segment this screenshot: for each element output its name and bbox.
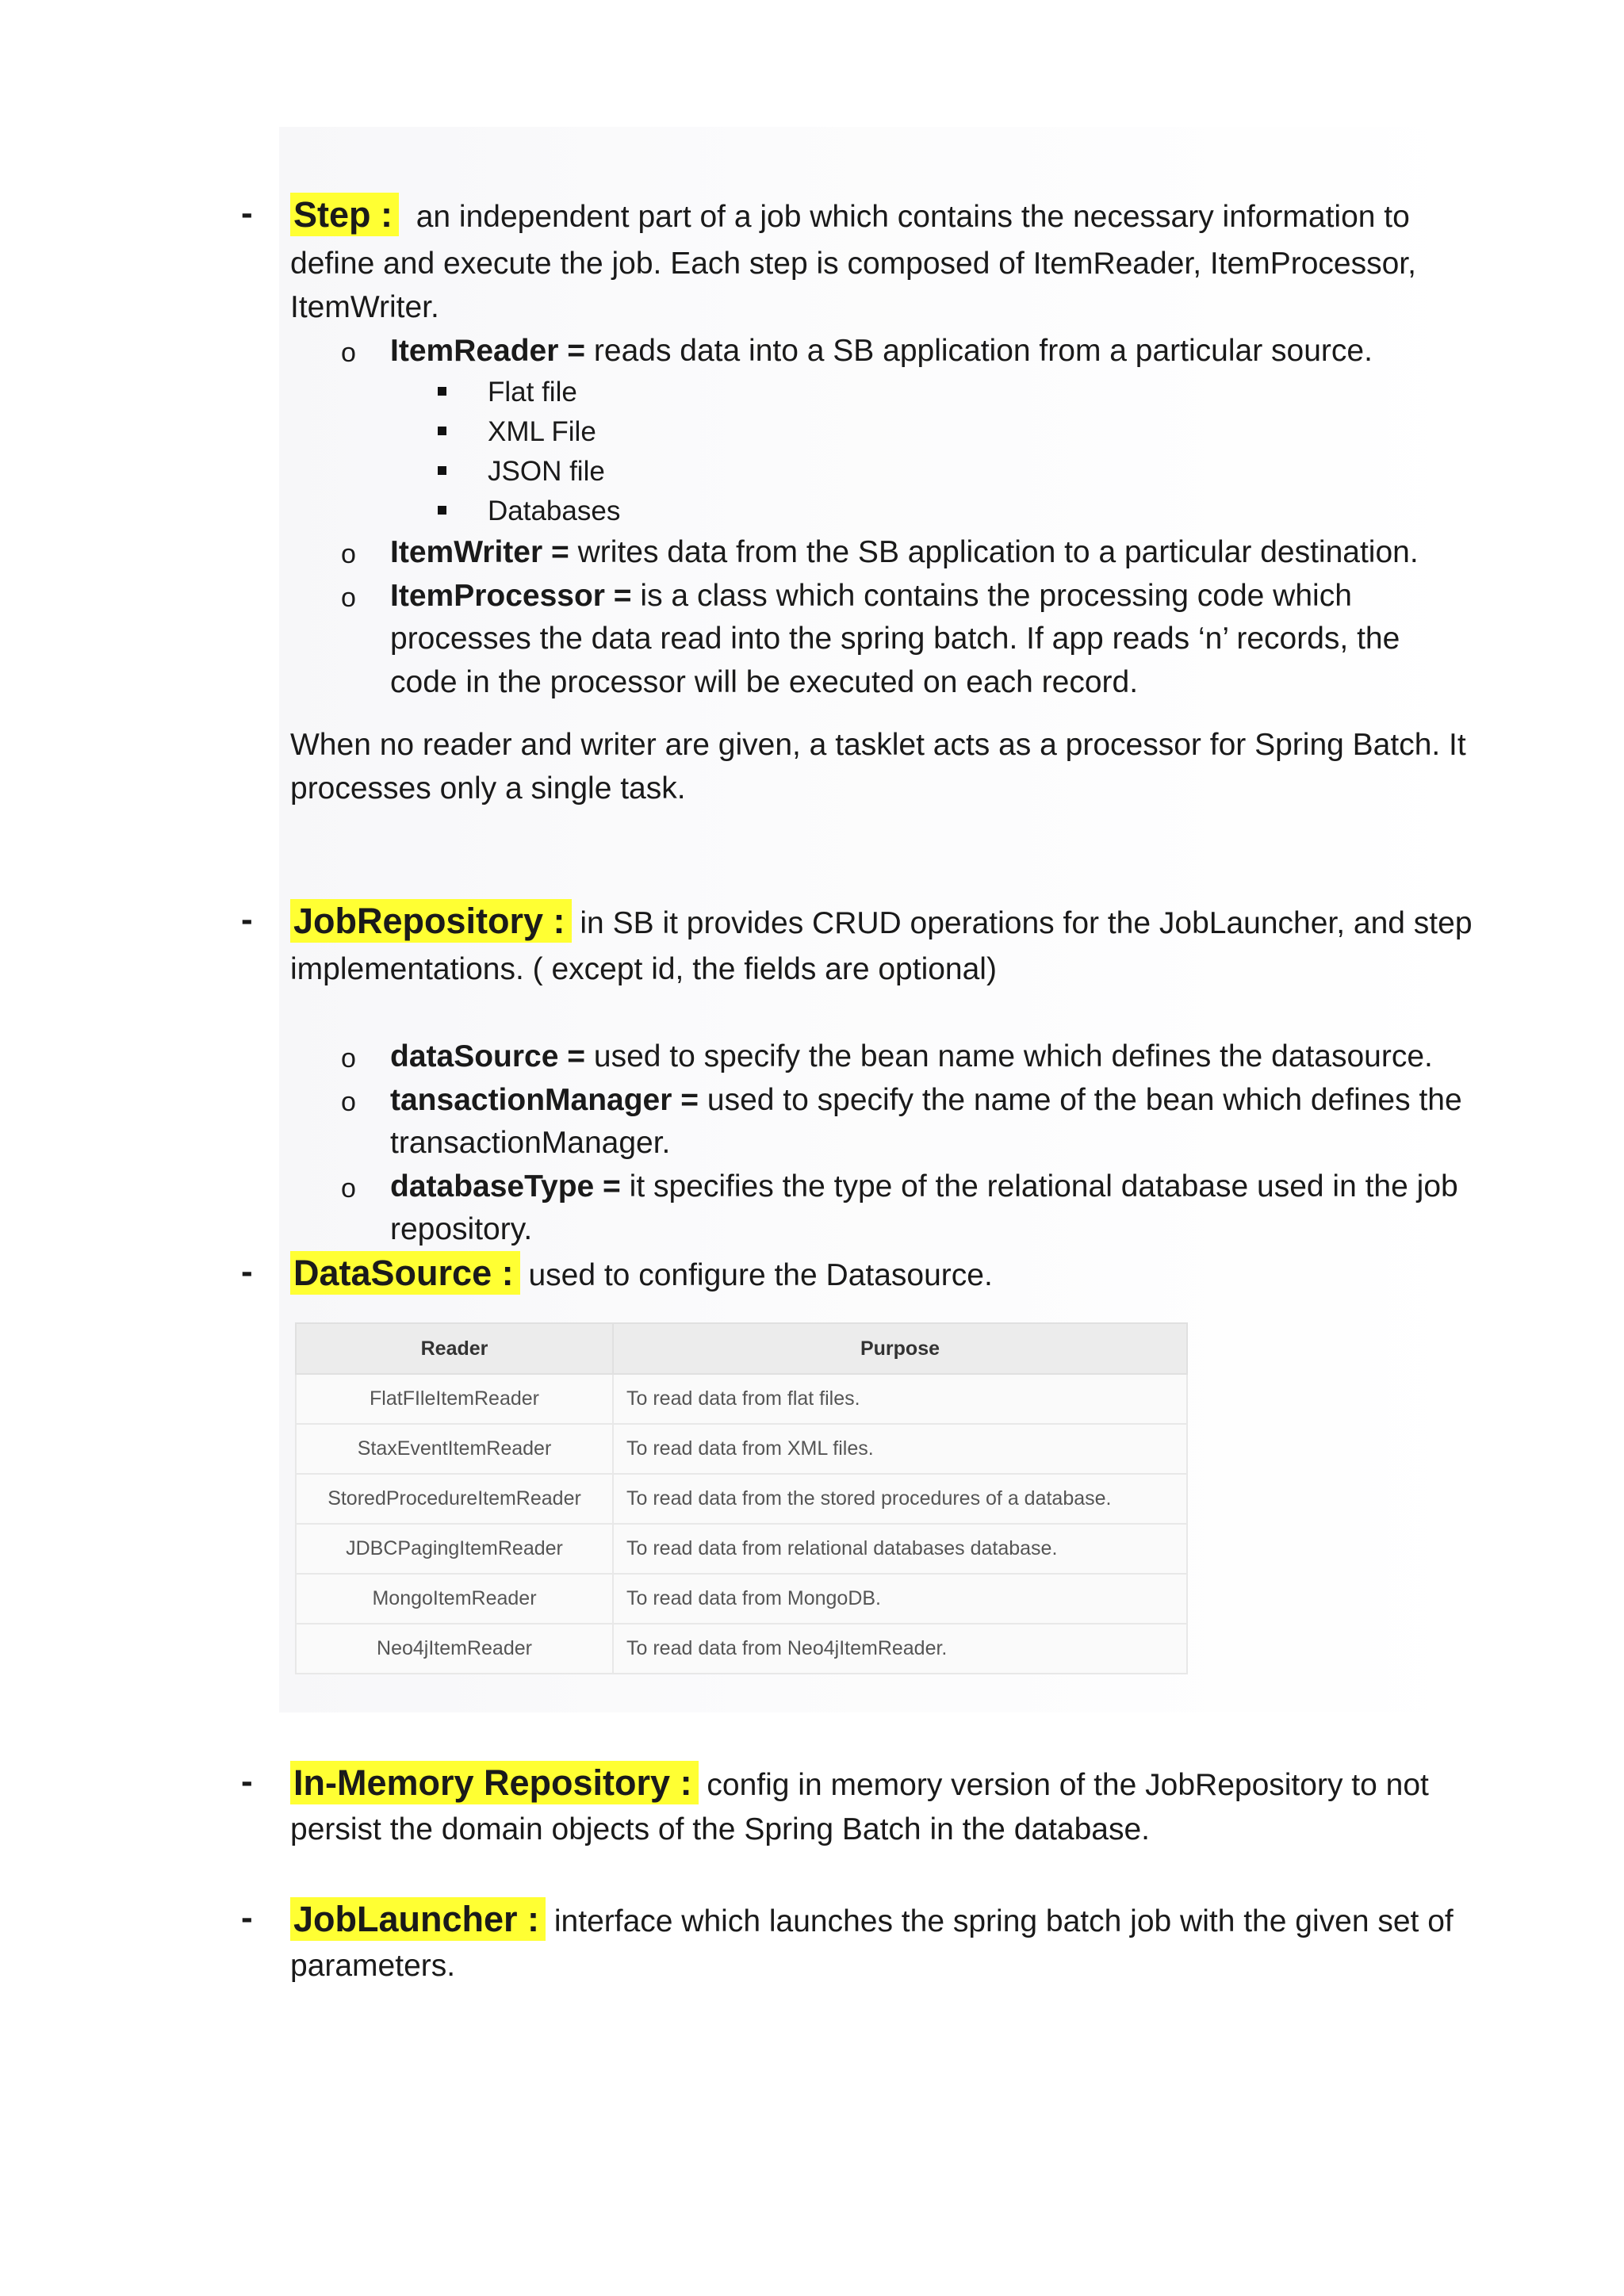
term-job-launcher: JobLauncher : (290, 1897, 546, 1941)
purpose-cell: To read data from relational databases database. (613, 1524, 1187, 1574)
table-row (296, 1474, 1187, 1524)
table-row (296, 1424, 1187, 1474)
table-row (296, 1574, 1187, 1624)
term-datasource: DataSource : (290, 1251, 520, 1295)
step-line3: ItemWriter. (290, 290, 439, 324)
header-reader: Reader (296, 1323, 613, 1374)
item-reader-desc: reads data into a SB application from a particular source. (593, 334, 1373, 368)
dash-bullet-step: - (241, 193, 253, 232)
job-repository-desc: in SB it provides CRUD operations for the JobLauncher, and step (580, 906, 1473, 940)
term-transaction-manager: tansactionManager = (390, 1083, 699, 1117)
source-label: JSON file (488, 456, 605, 487)
reader-table (295, 1322, 1188, 1674)
job-repository-line2: implementations. ( except id, the fields are optional) (290, 952, 997, 986)
source-label: XML File (488, 416, 596, 447)
table-row (296, 1624, 1187, 1674)
term-job-repository: JobRepository : (290, 899, 572, 943)
circle-bullet-icon: o (341, 338, 356, 368)
circle-bullet-icon: o (341, 539, 356, 569)
reader-cell: JDBCPagingItemReader (296, 1524, 613, 1574)
tasklet-line1: When no reader and writer are given, a tasklet acts as a processor for Spring Batch. It (290, 728, 1466, 762)
step-line2: define and execute the job. Each step is composed of ItemReader, ItemProcessor, (290, 247, 1416, 281)
square-bullet-icon (438, 387, 446, 396)
dash-bullet-job-repository: - (241, 900, 253, 939)
item-writer-desc: writes data from the SB application to a particular destination. (577, 535, 1419, 569)
term-item-reader: ItemReader = (390, 334, 586, 368)
datasource-desc: used to configure the Datasource. (528, 1258, 993, 1292)
in-memory-desc: config in memory version of the JobRepository to not (707, 1768, 1429, 1802)
job-launcher-desc: interface which launches the spring batch job with the given set of (553, 1904, 1454, 1938)
square-bullet-icon (438, 466, 446, 475)
transaction-manager-line2: transactionManager. (390, 1126, 671, 1160)
reader-cell: MongoItemReader (296, 1574, 613, 1624)
reader-cell: StaxEventItemReader (296, 1424, 613, 1474)
item-processor-line1: is a class which contains the processing code which (640, 579, 1352, 613)
source-label: Databases (488, 496, 621, 526)
reader-cell: StoredProcedureItemReader (296, 1474, 613, 1524)
job-repository-line1 (290, 900, 1473, 945)
datasource-line (290, 1252, 1432, 1297)
dash-bullet-in-memory: - (241, 1762, 253, 1800)
purpose-cell: To read data from flat files. (613, 1374, 1187, 1424)
transaction-manager-line1: used to specify the name of the bean which defines the (707, 1083, 1462, 1117)
term-database-type: databaseType = (390, 1169, 621, 1203)
circle-bullet-icon: o (341, 1173, 356, 1203)
item-processor-line3: code in the processor will be executed on each record. (390, 665, 1139, 699)
item-processor-line2: processes the data read into the spring batch. If app reads ‘n’ records, the (390, 622, 1400, 656)
purpose-cell: To read data from Neo4jItemReader. (613, 1624, 1187, 1674)
term-item-processor: ItemProcessor = (390, 579, 632, 613)
term-item-writer: ItemWriter = (390, 535, 569, 569)
reader-cell: FlatFIleItemReader (296, 1374, 613, 1424)
database-type-line1: it specifies the type of the relational database used in the job (629, 1169, 1458, 1203)
source-label: Flat file (488, 377, 577, 408)
reader-cell: Neo4jItemReader (296, 1624, 613, 1674)
purpose-cell: To read data from the stored procedures of a database. (613, 1474, 1187, 1524)
circle-bullet-icon: o (341, 583, 356, 613)
square-bullet-icon (438, 427, 446, 435)
database-type-line2: repository. (390, 1212, 533, 1246)
dash-bullet-datasource: - (241, 1252, 253, 1291)
dash-bullet-job-launcher: - (241, 1898, 253, 1937)
table-header-row (296, 1323, 1187, 1374)
square-bullet-icon (438, 506, 446, 515)
table-row (296, 1374, 1187, 1424)
purpose-cell: To read data from XML files. (613, 1424, 1187, 1474)
in-memory-line1 (290, 1762, 1432, 1807)
circle-bullet-icon: o (341, 1043, 356, 1073)
purpose-cell: To read data from MongoDB. (613, 1574, 1187, 1624)
table-row (296, 1524, 1187, 1574)
job-launcher-line1 (290, 1898, 1454, 1943)
circle-bullet-icon: o (341, 1087, 356, 1117)
step-line1: an independent part of a job which contains the necessary information to (416, 200, 1410, 234)
in-memory-line2: persist the domain objects of the Spring Batch in the database. (290, 1812, 1151, 1846)
step-section-line1 (290, 193, 1432, 239)
term-data-source: dataSource = (390, 1039, 586, 1073)
job-launcher-line2: parameters. (290, 1949, 456, 1983)
term-step: Step : (290, 193, 399, 236)
term-in-memory-repository: In-Memory Repository : (290, 1761, 699, 1804)
data-source-desc: used to specify the bean name which defines the datasource. (593, 1039, 1433, 1073)
tasklet-line2: processes only a single task. (290, 771, 686, 806)
header-purpose: Purpose (613, 1323, 1187, 1374)
